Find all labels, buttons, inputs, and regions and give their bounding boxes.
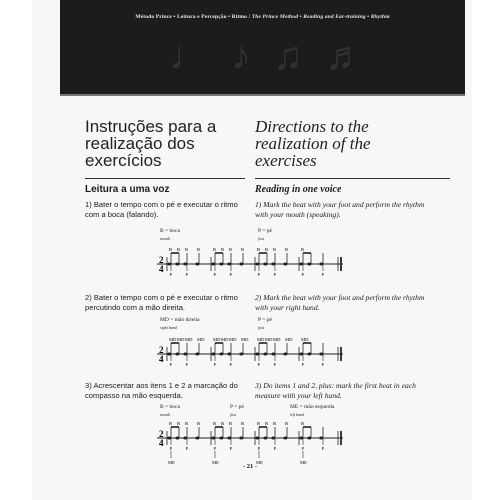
header-watermark-icon: ♩ ♪ ♫ ♬	[169, 33, 371, 78]
note-head	[307, 353, 311, 356]
beat-label-below: P	[301, 362, 305, 367]
legend-2-left: MD = mão direita $_{right hand}$	[160, 317, 200, 331]
note-label-above: B	[257, 247, 261, 252]
note-label-above: MD	[221, 337, 229, 342]
note-label-above: B	[285, 421, 289, 426]
beat-label-below: P	[257, 446, 261, 451]
header-divider	[60, 94, 465, 96]
beat-label-below: P	[273, 272, 277, 277]
note-label-above: B	[177, 421, 181, 426]
section-title-pt: Leitura a uma voz	[85, 184, 170, 195]
note-label-above: B	[221, 421, 225, 426]
note-head	[175, 353, 179, 356]
beat-label-below: P	[229, 272, 233, 277]
note-label-above: B	[229, 421, 233, 426]
note-head	[239, 263, 243, 266]
note-head	[239, 437, 243, 440]
note-head	[283, 263, 287, 266]
beat-label-below: P	[213, 362, 217, 367]
legend-2-right: P = pé $_{foot}$	[258, 317, 272, 331]
rhythm-staff-3	[155, 418, 355, 464]
section-title-en: Reading in one voice	[255, 184, 342, 195]
beat-label-below: P	[273, 446, 277, 451]
note-head	[219, 263, 223, 266]
beat-label-below: P	[229, 362, 233, 367]
beat-label-below: P	[185, 362, 189, 367]
note-head	[175, 263, 179, 266]
page-number: - 21 -	[242, 463, 258, 470]
note-label-above: B	[197, 421, 201, 426]
note-label-above: B	[273, 421, 277, 426]
beat-label-below: P	[257, 272, 261, 277]
note-label-above: B	[169, 247, 173, 252]
beat-label-below: P	[301, 446, 305, 451]
instruction-2-en: 2) Mark the beat with your foot and perform the rhythm with your right hand.	[255, 293, 425, 312]
measure-label-below: ME	[212, 460, 219, 465]
note-head	[239, 353, 243, 356]
note-label-above: B	[213, 421, 217, 426]
note-label-above: MD	[177, 337, 185, 342]
beat-label-below: P	[257, 362, 261, 367]
note-label-above: B	[241, 247, 245, 252]
note-label-above: MD	[241, 337, 249, 342]
page-title-pt: Instruções para a realização dos exercícios	[85, 117, 217, 170]
note-label-above: B	[185, 421, 189, 426]
note-label-above: B	[169, 421, 173, 426]
note-label-above: MD	[265, 337, 273, 342]
instruction-3-pt: 3) Acrescentar aos itens 1 e 2 a marcação do compasso na mão esquerda.	[85, 381, 238, 400]
note-head	[263, 353, 267, 356]
rhythm-staff-1	[155, 244, 355, 284]
legend-3-left: B = boca $_{mouth}$	[160, 404, 180, 418]
beat-label-below: P	[169, 362, 173, 367]
beat-label-below: P	[185, 446, 189, 451]
measure-label-below: ME	[256, 460, 263, 465]
legend-1-right: P = pé $_{foot}$	[258, 228, 272, 242]
note-label-above: MD	[169, 337, 177, 342]
note-label-above: MD	[213, 337, 221, 342]
beat-label-below: P	[273, 362, 277, 367]
beat-label-below: P	[321, 272, 325, 277]
time-signature-top: 2	[159, 429, 164, 439]
beat-label-below: P	[169, 272, 173, 277]
note-head	[195, 353, 199, 356]
note-label-above: MD	[257, 337, 265, 342]
note-label-above: B	[185, 247, 189, 252]
measure-label-below: ME	[300, 460, 307, 465]
header-band	[60, 0, 465, 94]
note-head	[219, 353, 223, 356]
note-label-above: B	[273, 247, 277, 252]
instruction-2-pt: 2) Bater o tempo com o pé e executar o ritmo percutindo com a mão direita.	[85, 293, 238, 312]
note-head	[283, 353, 287, 356]
note-label-above: B	[265, 247, 269, 252]
beat-label-below: P	[213, 272, 217, 277]
note-head	[219, 437, 223, 440]
note-head	[263, 437, 267, 440]
note-head	[307, 263, 311, 266]
time-signature-top: 2	[159, 345, 164, 355]
legend-3-mid: P = pé $_{foot}$	[230, 404, 244, 418]
note-label-above: B	[257, 421, 261, 426]
note-label-above: B	[229, 247, 233, 252]
note-head	[195, 263, 199, 266]
beat-label-below: P	[321, 446, 325, 451]
title-rule-pt	[85, 178, 245, 179]
time-signature-bottom: 4	[159, 438, 164, 448]
note-head	[175, 437, 179, 440]
beat-label-below: P	[213, 446, 217, 451]
note-head	[263, 263, 267, 266]
note-label-above: MD	[301, 337, 309, 342]
beat-label-below: P	[301, 272, 305, 277]
note-head	[307, 437, 311, 440]
note-label-above: B	[221, 247, 225, 252]
note-head	[195, 437, 199, 440]
measure-label-below: ME	[168, 460, 175, 465]
note-head	[283, 437, 287, 440]
beat-label-below: P	[229, 446, 233, 451]
legend-1-left: B = boca $_{mouth}$	[160, 228, 180, 242]
legend-3-right: ME = mão esquerda $_{left hand}$	[290, 404, 335, 418]
time-signature-bottom: 4	[159, 264, 164, 274]
note-label-above: MD	[229, 337, 237, 342]
note-label-above: B	[301, 421, 305, 426]
instruction-1-en: 1) Mark the beat with your foot and perform the rhythm with your mouth (speaking).	[255, 200, 425, 219]
note-label-above: B	[213, 247, 217, 252]
time-signature-bottom: 4	[159, 354, 164, 364]
note-label-above: MD	[197, 337, 205, 342]
note-label-above: B	[301, 247, 305, 252]
note-label-above: B	[285, 247, 289, 252]
note-label-above: B	[177, 247, 181, 252]
beat-label-below: P	[185, 272, 189, 277]
running-header: Método Prince • Leitura e Percepção • Ritmo / The Prince Method • Reading and Ear-training • Rhythm	[135, 14, 390, 20]
instruction-3-en: 3) Do items 1 and 2, plus: mark the first beat in each measure with your left hand.	[255, 381, 416, 400]
note-label-above: MD	[185, 337, 193, 342]
note-label-above: MD	[285, 337, 293, 342]
beat-label-below: P	[169, 446, 173, 451]
page-title-en: Directions to the realization of the exercises	[255, 117, 371, 170]
time-signature-top: 2	[159, 255, 164, 265]
note-label-above: B	[265, 421, 269, 426]
note-label-above: B	[197, 247, 201, 252]
rhythm-staff-2	[155, 334, 355, 374]
note-label-above: B	[241, 421, 245, 426]
beat-label-below: P	[321, 362, 325, 367]
instruction-1-pt: 1) Bater o tempo com o pé e executar o ritmo com a boca (falando).	[85, 200, 238, 219]
note-label-above: MD	[273, 337, 281, 342]
title-rule-en	[255, 178, 450, 179]
